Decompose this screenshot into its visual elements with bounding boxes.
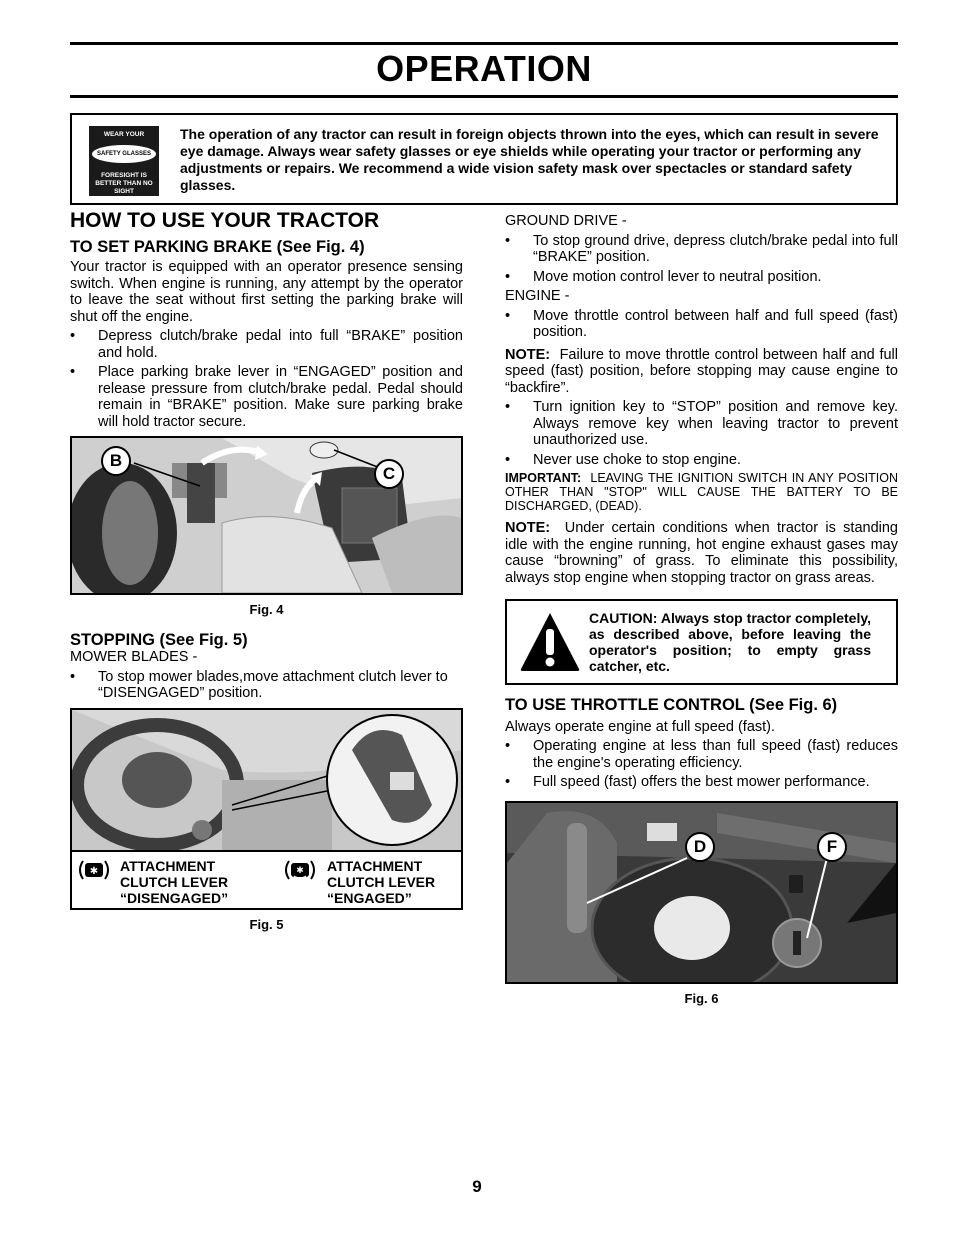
list-item: • Move motion control lever to neutral position. <box>505 268 822 285</box>
stopping-steps <box>70 669 463 702</box>
callout-d: D <box>685 832 715 862</box>
list-item: • Depress clutch/brake pedal into full “BRAKE” position and hold. <box>70 328 463 361</box>
caution-box <box>505 599 898 685</box>
figure-4-caption: Fig. 4 <box>249 602 284 617</box>
top-rule-lower <box>70 95 898 98</box>
figure-4-image <box>70 436 463 595</box>
engine-steps <box>505 308 898 341</box>
throttle-panel-illustration <box>507 803 896 982</box>
callout-c: C <box>374 459 404 489</box>
engine-heading: ENGINE - <box>505 288 570 304</box>
list-item: • Move throttle control between half and full speed (fast) position. <box>505 307 898 340</box>
right-column <box>505 213 898 1020</box>
page-title: OPERATION <box>376 48 592 89</box>
clutch-engaged-icon <box>282 860 318 880</box>
figure-5-image <box>70 708 463 910</box>
list-item: • Turn ignition key to “STOP” position and remove key. Always remove key when leaving tractor to prevent unauthorized use. <box>505 399 898 448</box>
ignition-steps <box>505 399 898 468</box>
important-note: IMPORTANT: LEAVING THE IGNITION SWITCH IN ANY POSITION OTHER THAN "STOP" WILL CAUSE THE BATTERY TO BE DISCHARGED, (DEAD). <box>505 471 898 513</box>
clutch-disengaged-icon <box>76 860 112 880</box>
mower-blades-subheading: MOWER BLADES - <box>70 649 198 665</box>
throttle-heading: TO USE THROTTLE CONTROL (See Fig. 6) <box>505 696 838 714</box>
list-item: • Full speed (fast) offers the best mower performance. <box>505 774 870 790</box>
stopping-heading: STOPPING (See Fig. 5) <box>70 630 248 649</box>
label-line-2: SAFETY GLASSES <box>92 145 156 163</box>
throttle-intro: Always operate engine at full speed (fast). <box>505 718 776 735</box>
callout-f: F <box>817 832 847 862</box>
callout-b: B <box>101 446 131 476</box>
caution-exclamation-icon <box>519 611 581 673</box>
svg-text:✱: ✱ <box>296 865 304 876</box>
ground-drive-steps <box>505 233 898 286</box>
list-item: • Place parking brake lever in “ENGAGED” position and release pressure from clutch/brake pedal. Pedal should remain in “BRAKE” position. Make sure parking brake will hold tractor secure. <box>70 364 463 430</box>
parking-brake-heading: TO SET PARKING BRAKE (See Fig. 4) <box>70 237 365 256</box>
list-item: • To stop mower blades,move attachment clutch lever to “DISENGAGED” position. <box>70 668 448 701</box>
parking-brake-steps <box>70 328 463 430</box>
engaged-label: ATTACHMENT CLUTCH LEVER “ENGAGED” <box>327 857 436 906</box>
label-line-3: FORESIGHT IS BETTER THAN NO SIGHT <box>95 172 153 195</box>
label-line-1: WEAR YOUR <box>103 131 145 138</box>
top-rule-upper <box>70 42 898 45</box>
figure-5-caption: Fig. 5 <box>249 916 284 932</box>
note-grass-browning: NOTE: Under certain conditions when tractor is standing idle with the engine running, hot engine exhaust gases may cause “browning” of grass. To eliminate this possibility, always stop engine when stopping tractor on grass areas. <box>505 520 898 586</box>
list-item: • Operating engine at less than full speed (fast) reduces the engine's operating efficiency. <box>505 738 898 771</box>
clutch-lever-labels <box>72 850 461 908</box>
list-item: • Never use choke to stop engine. <box>505 451 741 468</box>
svg-text:✱: ✱ <box>89 865 99 877</box>
throttle-points <box>505 738 898 791</box>
steering-wheel-illustration <box>72 710 461 850</box>
left-column <box>70 209 463 946</box>
warning-text: The operation of any tractor can result in foreign objects thrown into the eyes, which can result in severe eye damage. Always wear safety glasses or eye shields while operating your tractor or performing any adjustments or repairs. We recommend a wide vision safety mask over spectacles or standard safety glasses. <box>180 126 879 193</box>
ground-drive-heading: GROUND DRIVE - <box>505 213 627 229</box>
caution-text: CAUTION: Always stop tractor completely, as described above, before leaving the operator's position; to empty grass catcher, etc. <box>589 610 871 674</box>
parking-brake-intro: Your tractor is equipped with an operator presence sensing switch. When engine is running, any attempt by the operator to leave the seat without first setting the parking brake will shut off the engine. <box>70 259 463 325</box>
safety-glasses-label-icon <box>89 126 159 196</box>
figure-6-caption: Fig. 6 <box>684 990 719 1006</box>
disengaged-label: ATTACHMENT CLUTCH LEVER “DISENGAGED” <box>120 857 229 906</box>
note-backfire: NOTE: Failure to move throttle control between half and full speed (fast) position, before stopping may cause engine to “backfire”. <box>505 346 898 396</box>
section-heading: HOW TO USE YOUR TRACTOR <box>70 209 380 232</box>
eye-safety-warning <box>70 113 898 205</box>
page-number: 9 <box>472 1177 482 1196</box>
list-item: • To stop ground drive, depress clutch/brake pedal into full “BRAKE” position. <box>505 232 898 265</box>
figure-6-image <box>505 801 898 984</box>
